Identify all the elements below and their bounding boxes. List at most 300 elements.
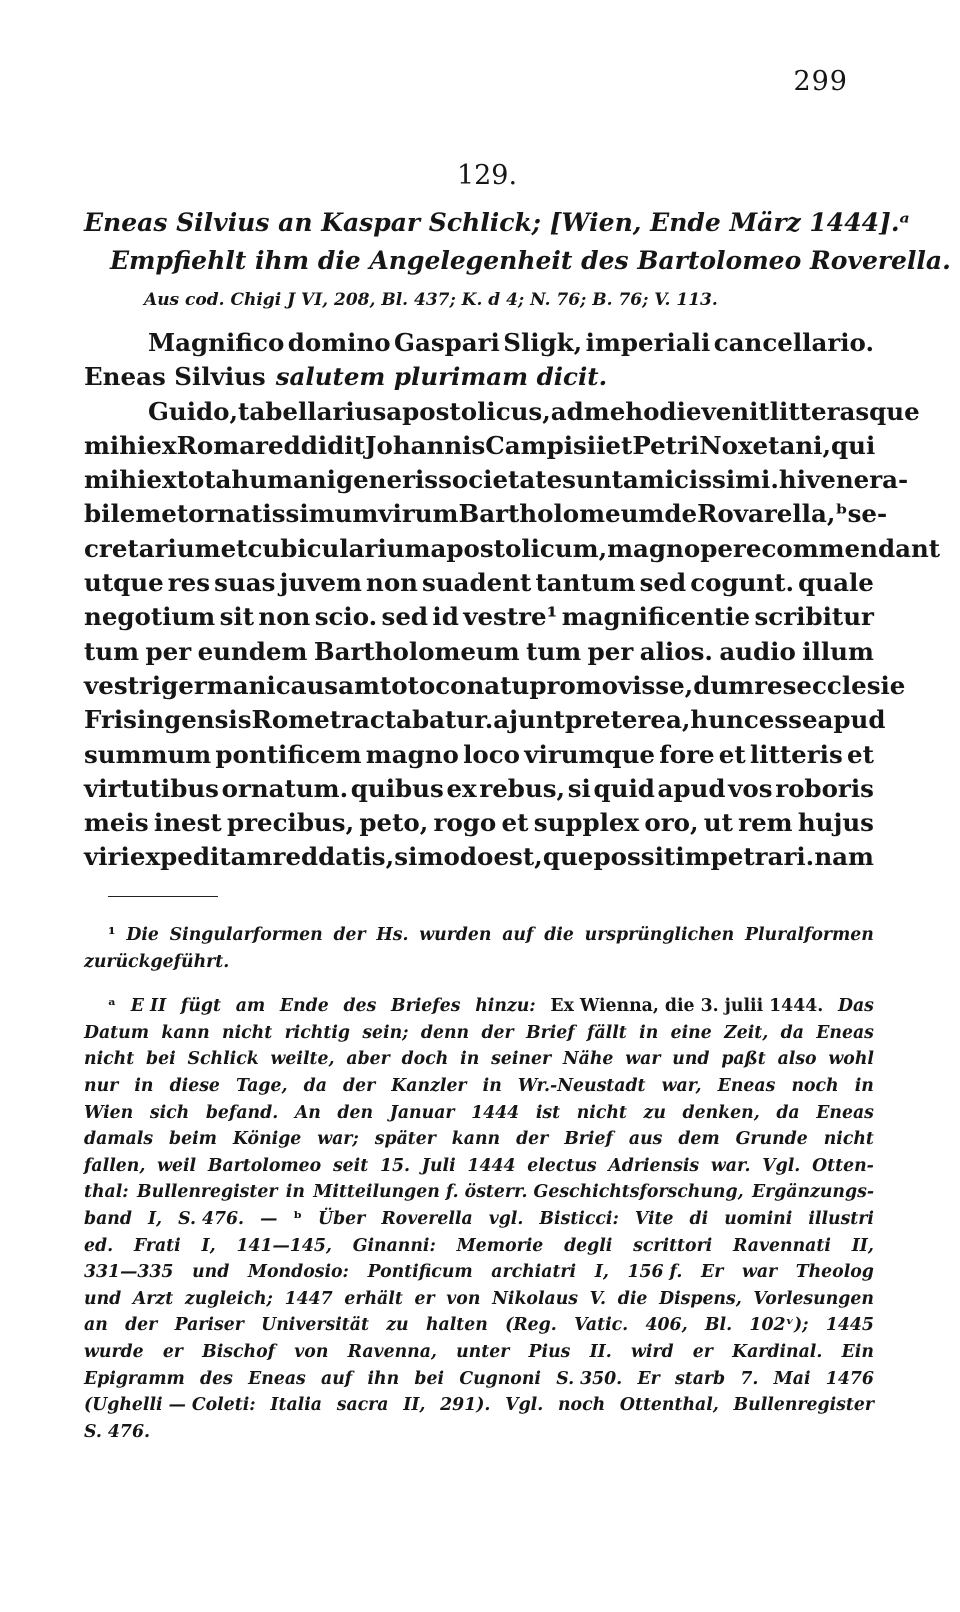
footnote-word: nicht — [222, 1022, 273, 1043]
footnote-word: des — [343, 996, 377, 1017]
body-word: me — [583, 396, 626, 426]
footnote-word: Pontificum — [367, 1262, 473, 1283]
body-word: supplex — [533, 808, 640, 838]
body-word: domino — [287, 328, 391, 357]
footnote-word: 141—145, — [236, 1235, 332, 1256]
footnote-word: und — [192, 1262, 230, 1283]
footnote-word: an — [84, 1315, 108, 1336]
footnote-word: I, — [594, 1262, 609, 1283]
footnote-word: doch — [401, 1049, 449, 1070]
body-word: suas — [214, 568, 276, 598]
footnote-word: den — [337, 1102, 374, 1123]
footnote-word: befand. — [205, 1102, 279, 1123]
footnote-word: er — [414, 1288, 435, 1309]
body-word: vestri — [84, 670, 162, 700]
footnote-word: scrittori — [633, 1235, 713, 1256]
body-word: amicissimi. — [622, 465, 779, 495]
body-word: res — [167, 568, 211, 598]
body-word: et — [501, 808, 529, 838]
footnote-divider — [108, 896, 218, 897]
body-word: Sligk, — [503, 328, 583, 357]
body-word: precibus, — [226, 808, 355, 838]
body-word: conatu — [435, 670, 530, 700]
body-word: Magnifico — [148, 328, 285, 357]
body-word: imperiali — [585, 328, 711, 357]
body-word: nam — [814, 842, 874, 872]
body-word: rebus, — [479, 773, 566, 803]
footnote-word: Januar — [389, 1102, 455, 1123]
body-word: Bartholomeum — [313, 636, 520, 666]
footnote-word: Über — [318, 1208, 366, 1229]
footnote-gap — [84, 975, 874, 993]
footnote-1 — [84, 922, 874, 975]
footnote-word: ¹ — [108, 925, 116, 945]
footnote-word: Kanzler — [391, 1075, 467, 1096]
footnote-word: Ginanni: — [352, 1235, 436, 1256]
body-line — [84, 669, 906, 703]
footnote-word: illustri — [808, 1208, 874, 1229]
footnote-word: Nähe — [562, 1049, 614, 1070]
body-word: hodie — [625, 396, 702, 426]
body-word: meis — [84, 808, 149, 838]
footnote-line — [84, 1286, 874, 1313]
body-word: cretarium — [84, 533, 221, 563]
body-word: virtutibus — [84, 773, 219, 803]
footnote-word: 7. — [740, 1368, 759, 1389]
body-word: illum — [802, 636, 874, 666]
footnote-word: Brief — [525, 1022, 575, 1043]
body-word: humani — [231, 465, 336, 495]
footnote-word: S. 476. — [178, 1208, 245, 1229]
body-word: non — [366, 568, 418, 598]
footnote-word: der — [481, 1022, 514, 1043]
body-word: per — [587, 636, 634, 666]
footnote-word: kann — [451, 1129, 501, 1150]
footnote-word: seiner — [491, 1049, 552, 1070]
footnote-word: in — [482, 1075, 502, 1096]
body-word: vos — [728, 773, 773, 803]
footnote-word: sein; — [362, 1022, 409, 1043]
body-word: rogo — [433, 808, 497, 838]
footnote-word: Pluralformen — [744, 925, 874, 945]
footnote-word: beim — [169, 1129, 217, 1150]
footnote-word: Bartolomeo — [207, 1155, 322, 1176]
footnote-line — [84, 1126, 874, 1153]
footnote-word: (Ughelli — Coleti: — [84, 1395, 256, 1416]
body-word: Rovarella,ᵇ — [697, 499, 848, 529]
footnote-word: Die — [126, 925, 159, 945]
footnote-word: Bullenregister — [733, 1395, 874, 1416]
footnote-word: Briefes — [391, 996, 461, 1017]
footnote-word: seit — [332, 1155, 369, 1176]
body-word: magno — [365, 739, 459, 769]
body-word: Gaspari — [394, 328, 500, 357]
body-word: Roma — [176, 430, 256, 460]
body-word: rem — [738, 808, 793, 838]
body-line — [84, 395, 920, 429]
body-word: reddidit — [255, 430, 365, 460]
footnote-word: 1444 — [467, 1155, 516, 1176]
footnote-word: von — [294, 1341, 329, 1362]
body-word: causam — [275, 670, 380, 700]
body-word: quibus — [350, 773, 444, 803]
body-word: pontificem — [215, 739, 362, 769]
body-word: esse — [758, 705, 818, 735]
footnote-line — [84, 949, 874, 976]
body-word: modo — [417, 842, 494, 872]
body-word: et — [161, 499, 189, 529]
footnote-word: später — [374, 1129, 436, 1150]
footnote-line — [84, 1179, 874, 1206]
footnote-word: I, — [201, 1235, 216, 1256]
footnote-word: Adriensis — [608, 1155, 700, 1176]
footnote-word: Otten- — [812, 1155, 874, 1176]
body-word: ex — [146, 430, 177, 460]
footnote-word: 1444 — [471, 1102, 520, 1123]
footnote-word: degli — [564, 1235, 613, 1256]
footnote-line — [84, 1153, 874, 1180]
letter-heading — [84, 204, 951, 318]
footnote-word: in — [854, 1075, 874, 1096]
footnote-word: und — [84, 1288, 122, 1309]
body-word: virumque — [524, 739, 655, 769]
body-word: quale — [798, 568, 874, 598]
body-word: sed — [639, 568, 687, 598]
footnote-word: V. — [589, 1288, 607, 1309]
footnote-word: kann — [161, 1022, 210, 1043]
body-word: salutem plurimam dicit. — [275, 362, 608, 392]
body-word: tum — [526, 636, 582, 666]
body-word: virum — [378, 499, 459, 529]
footnote-word: also — [777, 1049, 817, 1070]
body-word: magnopere — [607, 533, 762, 563]
footnote-word: denn — [420, 1022, 470, 1043]
body-word: tractabatur. — [329, 705, 494, 735]
body-word: scribitur — [754, 602, 874, 632]
footnote-word: 1476 — [825, 1368, 874, 1389]
footnote-word: Vgl. — [505, 1395, 544, 1416]
footnote-word: Ende — [279, 996, 329, 1017]
body-word: Bartholomeum — [458, 499, 665, 529]
body-word: sit — [219, 602, 255, 632]
footnote-word: nicht — [84, 1049, 135, 1070]
body-word: roboris — [775, 773, 874, 803]
footnote-word: weil — [157, 1155, 197, 1176]
body-line — [84, 703, 886, 737]
body-line — [84, 532, 941, 566]
body-word: ut — [703, 808, 733, 838]
body-word: Eneas Silvius — [84, 362, 266, 392]
footnote-word: Roverella — [381, 1208, 473, 1229]
footnote-word: Bullenregister — [137, 1182, 278, 1203]
body-word: est, — [493, 842, 543, 872]
footnote-word: und — [672, 1049, 710, 1070]
footnote-word: hinzu: — [475, 996, 536, 1017]
footnote-word: ihn — [367, 1368, 400, 1389]
footnote-word: Ravenna, — [347, 1341, 437, 1362]
body-word: Frisingensis — [84, 705, 252, 735]
body-line — [84, 429, 874, 463]
footnote-word: wurde — [84, 1341, 144, 1362]
body-word: tota — [176, 465, 232, 495]
body-word: oro, — [644, 808, 699, 838]
footnote-word: — — [260, 1208, 278, 1229]
document-number: 129. — [456, 160, 518, 191]
body-word: cogunt. — [690, 568, 795, 598]
body-line — [84, 772, 874, 806]
footnote-line — [84, 1073, 874, 1100]
footnote-word: Eneas — [248, 1368, 306, 1389]
body-word: res — [754, 670, 797, 700]
footnote-word: thal: — [84, 1182, 129, 1203]
body-line — [84, 600, 874, 634]
body-word: possit — [593, 842, 676, 872]
body-word: sunt — [562, 465, 623, 495]
footnote-word: war; — [317, 1129, 359, 1150]
page-number: 299 — [793, 66, 848, 97]
footnote-word: Vorlesungen — [753, 1288, 874, 1309]
body-word: bilem — [84, 499, 162, 529]
footnote-word: eine — [670, 1022, 712, 1043]
body-word: litteris — [749, 739, 843, 769]
footnote-word: der — [343, 1075, 376, 1096]
body-word: preterea, — [564, 705, 691, 735]
footnote-word: Singularformen — [169, 925, 323, 945]
body-word: eundem — [197, 636, 308, 666]
footnote-word: 291). — [440, 1395, 491, 1416]
footnote-word: 102ᵛ); — [749, 1315, 809, 1336]
body-word: summum — [84, 739, 212, 769]
footnote-word: paßt — [721, 1049, 766, 1070]
footnote-word: I, — [147, 1208, 163, 1229]
body-word: viri — [84, 842, 130, 872]
footnote-word: Ex Wienna, die 3. julii 1444. — [550, 996, 824, 1017]
body-word: et — [605, 430, 633, 460]
body-word: inest — [153, 808, 222, 838]
source-reference: Aus cod. Chigi J VI, 208, Bl. 437; K. d 4; N. 76; B. 76; V. 113. — [144, 290, 718, 310]
footnote-word: er — [692, 1341, 713, 1362]
footnote-word: zugleich; — [184, 1288, 273, 1309]
footnote-word: der — [516, 1129, 549, 1150]
footnote-line — [84, 1100, 874, 1127]
body-word: et — [220, 533, 248, 563]
body-word: commendant — [761, 533, 941, 563]
body-word: alios. — [639, 636, 713, 666]
footnote-line — [84, 1419, 874, 1446]
footnote-word: 1447 — [284, 1288, 333, 1309]
footnote-word: II. — [589, 1341, 612, 1362]
footnote-word: Zeit, — [724, 1022, 769, 1043]
footnote-word: Grunde — [735, 1129, 808, 1150]
body-line — [84, 463, 909, 497]
footnote-word: (Reg. — [505, 1315, 557, 1336]
footnote-word: aber — [346, 1049, 390, 1070]
body-word: fore — [659, 739, 715, 769]
body-line — [84, 497, 888, 531]
footnote-word: Bl. — [704, 1315, 733, 1336]
footnote-word: auf — [321, 1368, 353, 1389]
footnote-word: denken, — [682, 1102, 760, 1123]
footnote-word: Mitteilungen f. österr. Geschichtsforschung, — [313, 1182, 744, 1203]
body-line — [84, 840, 874, 874]
footnote-line — [84, 922, 874, 949]
footnote-word: fallen, — [84, 1155, 146, 1176]
footnote-word: Theolog — [795, 1262, 874, 1283]
footnote-word: starb — [674, 1368, 726, 1389]
footnote-word: zurückgeführt. — [84, 951, 230, 972]
footnote-word: II, — [403, 1395, 426, 1416]
footnote-word: ᵃ — [108, 996, 117, 1017]
body-word: apud — [817, 705, 886, 735]
body-word: loco — [463, 739, 521, 769]
body-word: promovisse, — [529, 670, 694, 700]
body-line — [84, 738, 874, 772]
footnote-word: halten — [425, 1315, 488, 1336]
body-word: que — [542, 842, 594, 872]
body-word: si — [394, 842, 418, 872]
footnote-word: zu — [386, 1315, 409, 1336]
footnote-word: E II — [130, 996, 167, 1017]
body-word: hunc — [690, 705, 759, 735]
footnote-line — [84, 1312, 874, 1339]
footnote-word: Mai — [773, 1368, 811, 1389]
footnote-word: Vgl. — [762, 1155, 801, 1176]
footnote-word: An — [294, 1102, 321, 1123]
body-word: tum — [84, 636, 140, 666]
footnote-word: Vite — [634, 1208, 674, 1229]
footnote-word: am — [235, 996, 266, 1017]
footnote-word: in — [639, 1022, 659, 1043]
footnote-word: Eneas — [717, 1075, 776, 1096]
footnote-word: Frati — [133, 1235, 181, 1256]
footnote-word: erhält — [344, 1288, 403, 1309]
body-line — [84, 566, 874, 600]
footnote-word: Kardinal. — [732, 1341, 823, 1362]
body-word: ecclesie — [796, 670, 906, 700]
footnote-word: diese — [169, 1075, 220, 1096]
footnote-word: II, — [851, 1235, 874, 1256]
footnote-word: Datum — [84, 1022, 150, 1043]
footnote-word: Wien — [84, 1102, 134, 1123]
body-word: Petri — [632, 430, 700, 460]
footnote-word: dem — [678, 1129, 720, 1150]
footnote-word: di — [689, 1208, 709, 1229]
footnote-word: wurden — [419, 925, 492, 945]
body-word: mihi — [84, 465, 147, 495]
body-line — [84, 806, 874, 840]
footnote-a — [84, 993, 874, 1445]
body-word: de — [664, 499, 698, 529]
body-word: expeditam — [129, 842, 273, 872]
footnote-word: Bisticci: — [539, 1208, 619, 1229]
body-word: peto, — [359, 808, 429, 838]
footnote-word: bei — [146, 1049, 176, 1070]
footnote-word: ed. — [84, 1235, 114, 1256]
footnote-word: Epigramm — [84, 1368, 185, 1389]
footnote-word: Er — [701, 1262, 724, 1283]
footnote-line — [84, 1020, 874, 1047]
footnote-word: in — [285, 1182, 305, 1203]
body-word: juvem — [279, 568, 362, 598]
heading-summary: Empfiehlt ihm die Angelegenheit des Bartolomeo Roverella. — [110, 246, 951, 275]
footnote-word: wird — [630, 1341, 674, 1362]
footnote-word: Universität — [261, 1315, 369, 1336]
footnote-word: der — [125, 1315, 158, 1336]
footnote-word: nicht — [576, 1102, 627, 1123]
footnote-word: die — [544, 925, 574, 945]
footnote-word: war, — [661, 1075, 702, 1096]
footnote-word: er — [162, 1341, 183, 1362]
body-word: reddatis, — [272, 842, 395, 872]
body-word: venera- — [806, 465, 909, 495]
body-word: negotium — [84, 602, 216, 632]
footnote-word: archiatri — [491, 1262, 577, 1283]
footnote-word: Ergänzungs- — [751, 1182, 874, 1203]
footnote-word: Eneas — [816, 1102, 874, 1123]
footnote-word: uomini — [724, 1208, 793, 1229]
body-word: hujus — [797, 808, 874, 838]
footnote-line — [84, 1206, 874, 1233]
footnote-word: Schlick — [187, 1049, 259, 1070]
footnote-word: Ottenthal, — [619, 1395, 719, 1416]
footnote-word: sacra — [336, 1395, 389, 1416]
footnote-word: Dispens, — [659, 1288, 742, 1309]
body-word: si — [567, 773, 591, 803]
footnote-word: fällt — [587, 1022, 627, 1043]
body-word: cancellario. — [713, 328, 874, 357]
footnote-word: war — [625, 1049, 661, 1070]
body-word: Campisii — [485, 430, 606, 460]
footnote-word: Italia — [270, 1395, 322, 1416]
body-word: ad — [550, 396, 584, 426]
body-word: hi — [778, 465, 807, 495]
footnote-word: Könige — [232, 1129, 302, 1150]
body-word: mihi — [84, 430, 147, 460]
body-word: Rome — [251, 705, 330, 735]
body-word: litterasque — [769, 396, 920, 426]
body-word: apud — [657, 773, 726, 803]
body-word: audio — [719, 636, 796, 666]
footnote-word: ᵇ — [293, 1208, 303, 1229]
body-word: Noxetani, — [699, 430, 831, 460]
footnote-word: noch — [557, 1395, 606, 1416]
footnotes — [84, 922, 874, 1445]
footnote-word: vgl. — [488, 1208, 524, 1229]
footnote-line — [84, 1392, 874, 1419]
body-word: et — [718, 739, 746, 769]
footnote-word: Tage, — [236, 1075, 288, 1096]
footnote-word: Pariser — [174, 1315, 244, 1336]
body-word: qui — [831, 430, 876, 460]
footnote-word: 1445 — [825, 1315, 874, 1336]
body-word: non — [258, 602, 311, 632]
footnote-word: Ein — [841, 1341, 874, 1362]
footnote-word: ist — [535, 1102, 561, 1123]
footnote-word: Mondosio: — [247, 1262, 349, 1283]
body-word: suadent — [422, 568, 532, 598]
footnote-word: auf — [502, 925, 534, 945]
footnote-word: bei — [414, 1368, 445, 1389]
body-word: dum — [693, 670, 755, 700]
footnote-word: Vatic. — [574, 1315, 629, 1336]
footnote-line — [84, 1233, 874, 1260]
footnote-word: Nikolaus — [492, 1288, 578, 1309]
footnote-word: des — [200, 1368, 233, 1389]
body-line — [84, 360, 874, 394]
footnote-word: da — [303, 1075, 327, 1096]
footnote-word: Juli — [421, 1155, 456, 1176]
footnote-word: electus — [527, 1155, 597, 1176]
